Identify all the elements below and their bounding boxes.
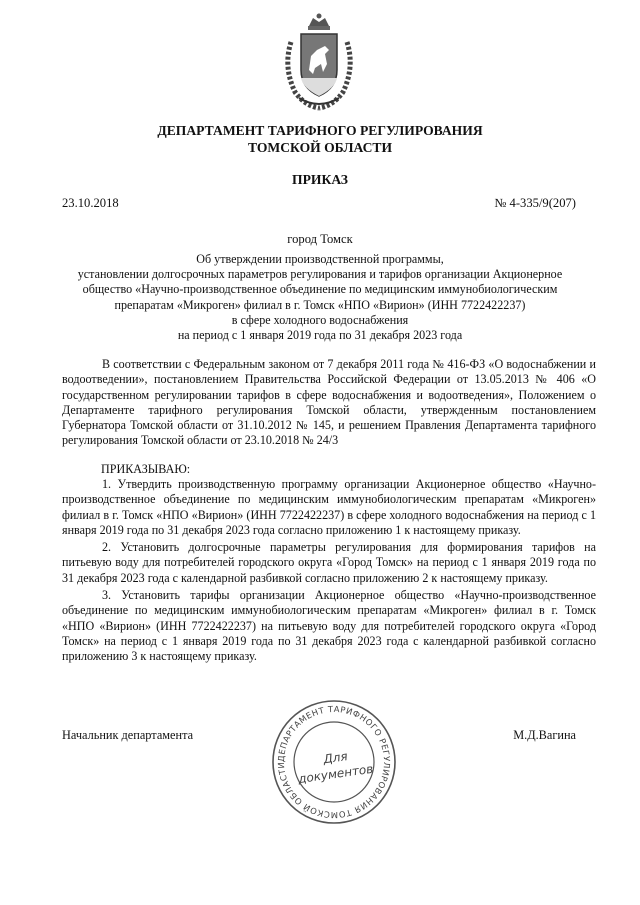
signature-position: Начальник департамента: [62, 728, 194, 742]
document-type: ПРИКАЗ: [292, 172, 348, 187]
order-item: 3. Установить тарифы организации Акционерное общество «Научно-производственное объединение по медицинским иммунобиологическим препаратам «Микроген» филиал в г. Томск «НПО «Вирион» (ИНН 7722422237) на питьевую воду для потребителей городского округа «Город Томск» на период с 1 января 2019 года по 31 декабря 2023 года с календарной разбивкой согласно приложению 3 к настоящему приказу.: [62, 588, 596, 664]
official-stamp: [270, 698, 398, 826]
order-item: 2. Установить долгосрочные параметры регулирования для формирования тарифов на питьевую воду для потребителей городского округа «Город Томск» на период с 1 января 2019 года по 31 декабря 2023 года с календарной разбивкой согласно приложению 2 к настоящему приказу.: [62, 540, 596, 585]
preamble-paragraph: В соответствии с Федеральным законом от 7 декабря 2011 года № 416-ФЗ «О водоснабжении и водоотведении», постановлением Правительства Российской Федерации от 13.05.2013 № 406 «О государственном регулировании тарифов в сфере водоснабжения и водоотведения», Положением о Департаменте тарифного регулирования Томской области, утвержденным постановлением Губернатора Томской области от 31.10.2012 № 145, и решением Правления Департамента тарифного регулирования Томской области от 23.10.2018 № 24/3: [62, 357, 596, 448]
subject-line: препаратам «Микроген» филиал в г. Томск «НПО «Вирион» (ИНН 7722422237): [114, 297, 526, 312]
signature-name: М.Д.Вагина: [513, 728, 576, 742]
subject-line: установлении долгосрочных параметров регулирования и тарифов организации Акционерное: [77, 267, 563, 282]
subject-line: общество «Научно-производственное объединение по медицинским иммунобиологическим: [82, 282, 558, 297]
subject-line: в сфере холодного водоснабжения: [231, 312, 409, 327]
subject-line: на период с 1 января 2019 года по 31 декабря 2023 года: [177, 328, 463, 343]
department-title-line1: ДЕПАРТАМЕНТ ТАРИФНОГО РЕГУЛИРОВАНИЯ: [157, 123, 483, 138]
coat-of-arms-icon: [281, 12, 357, 112]
document-date: 23.10.2018: [62, 196, 119, 210]
subject-line: Об утверждении производственной программы,: [196, 252, 444, 266]
document-city: город Томск: [287, 232, 353, 246]
stamp-center-line2: документов: [297, 761, 375, 787]
department-title-line2: ТОМСКОЙ ОБЛАСТИ: [247, 140, 393, 155]
stamp-center-line1: Для: [322, 749, 349, 767]
order-items: [62, 477, 596, 667]
document-number: № 4-335/9(207): [494, 196, 576, 210]
order-word: ПРИКАЗЫВАЮ:: [101, 462, 191, 476]
department-title: [60, 122, 580, 156]
document-subject: [60, 252, 580, 343]
order-item: 1. Утвердить производственную программу организации Акционерное общество «Научно-производственное объединение по медицинским иммунобиологическим препаратам «Микроген» филиал в г. Томск «НПО «Вирион» (ИНН 7722422237) в сфере холодного водоснабжения на период с 1 января 2019 года по 31 декабря 2023 года согласно приложению 1 к настоящему приказу.: [62, 477, 596, 537]
stamp-ring-text: ДЕПАРТАМЕНТ ТАРИФНОГО РЕГУЛИРОВАНИЯ ТОМСКОЙ ОБЛАСТИ: [275, 703, 393, 821]
